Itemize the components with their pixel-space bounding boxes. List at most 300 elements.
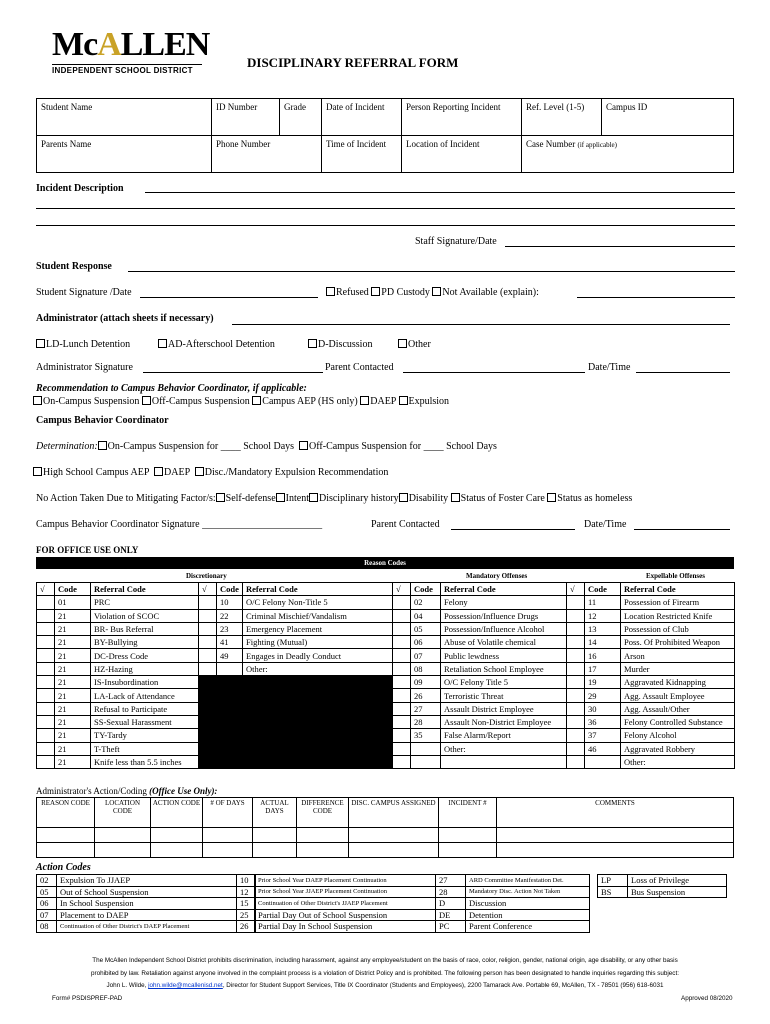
- blocked-cell: [217, 676, 243, 689]
- action-desc: Discussion: [466, 898, 590, 910]
- code-cell: 05: [411, 622, 441, 635]
- det-on-campus-checkbox[interactable]: [98, 441, 107, 450]
- referral-cell: Agg. Assault Employee: [621, 689, 735, 702]
- check-cell[interactable]: [37, 676, 55, 689]
- action-code-row: [37, 898, 256, 910]
- incident-line-3[interactable]: [36, 225, 735, 226]
- code-col-header: Code: [55, 583, 91, 596]
- d-option: D-Discussion: [308, 339, 372, 350]
- code-cell: 02: [411, 596, 441, 609]
- check-cell[interactable]: [567, 636, 585, 649]
- form-number: Form# PSDISPREF-PAD: [52, 995, 123, 1002]
- administrator-line[interactable]: [232, 324, 730, 325]
- admin-signature-line[interactable]: [143, 372, 323, 373]
- staff-signature-label: Staff Signature/Date: [415, 236, 497, 247]
- code-col-header: Code: [217, 583, 243, 596]
- referral-col-header: Referral Code: [91, 583, 199, 596]
- check-cell[interactable]: [37, 702, 55, 715]
- check-cell[interactable]: [567, 596, 585, 609]
- check-cell[interactable]: [393, 702, 411, 715]
- referral-cell: Possession of Firearm: [621, 596, 735, 609]
- code-cell: 21: [55, 636, 91, 649]
- expellable-title: Expellable Offenses: [646, 572, 705, 580]
- code-cell: 28: [411, 715, 441, 728]
- check-cell[interactable]: [37, 596, 55, 609]
- action-code-row: [237, 909, 436, 921]
- action-code-row: [436, 875, 590, 887]
- action-code-row: [598, 886, 727, 898]
- referral-cell: Engages in Deadly Conduct: [243, 649, 393, 662]
- referral-col-header: Referral Code: [621, 583, 735, 596]
- ref-level-field[interactable]: Ref. Level (1-5): [522, 99, 602, 136]
- check-cell[interactable]: [393, 689, 411, 702]
- logo-subtitle: INDEPENDENT SCHOOL DISTRICT: [52, 64, 202, 75]
- action-code-row: [436, 886, 590, 898]
- admin-action-label: Administrator's Action/Coding (Office Use Only):: [36, 786, 218, 796]
- action-desc: Partial Day Out of School Suspension: [255, 909, 436, 921]
- cbc-date-time-label: Date/Time: [584, 519, 627, 530]
- footer-notice-3: John L. Wilde, john.wilde@mcallenisd.net, Director for Student Support Services, Title IX Coordinator (Students and Employees), 2200 Tamarack Ave. Portable 69, McAllen, TX - 78501 (956) 618-6031: [106, 982, 664, 989]
- code-cell: 21: [55, 715, 91, 728]
- action-code: 12: [237, 886, 255, 898]
- action-code: DE: [436, 909, 466, 921]
- phone-number-field[interactable]: Phone Number: [212, 136, 322, 173]
- referral-cell: Arson: [621, 649, 735, 662]
- reason-code-row: [37, 729, 735, 742]
- code-cell: 46: [585, 742, 621, 755]
- intent-checkbox[interactable]: [276, 493, 285, 502]
- referral-col-header: Referral Code: [243, 583, 393, 596]
- check-cell[interactable]: [393, 729, 411, 742]
- admin-signature-label: Administrator Signature: [36, 362, 133, 373]
- action-code: 07: [37, 909, 57, 921]
- foster-care-checkbox[interactable]: [451, 493, 460, 502]
- action-desc: Out of School Suspension: [57, 886, 256, 898]
- check-cell[interactable]: [567, 689, 585, 702]
- check-cell[interactable]: [199, 636, 217, 649]
- action-code-row: [37, 875, 256, 887]
- coordinator-email-link[interactable]: john.wilde@mcallenisd.net: [148, 982, 223, 989]
- check-cell[interactable]: [567, 622, 585, 635]
- time-of-incident-field[interactable]: Time of Incident: [322, 136, 402, 173]
- actual-days-col: ACTUAL DAYS: [253, 798, 297, 828]
- refused-checkbox[interactable]: [326, 287, 335, 296]
- action-code: 02: [37, 875, 57, 887]
- code-cell: 37: [585, 729, 621, 742]
- check-cell[interactable]: [37, 715, 55, 728]
- referral-cell: Aggravated Robbery: [621, 742, 735, 755]
- action-code-row: [237, 886, 436, 898]
- check-cell[interactable]: [393, 755, 411, 768]
- blocked-cell: [199, 742, 217, 755]
- case-number-field[interactable]: Case Number (if applicable): [522, 136, 734, 173]
- referral-cell: Public lewdness: [441, 649, 567, 662]
- referral-cell: IS-Insubordination: [91, 676, 199, 689]
- check-cell[interactable]: [393, 662, 411, 675]
- date-time-label: Date/Time: [588, 362, 631, 373]
- code-cell: 04: [411, 609, 441, 622]
- comments-col: COMMENTS: [497, 798, 734, 828]
- id-number-field[interactable]: ID Number: [212, 99, 280, 136]
- referral-cell: LA-Lack of Attendance: [91, 689, 199, 702]
- code-cell: [585, 755, 621, 768]
- check-col-header[interactable]: √: [567, 583, 585, 596]
- referral-cell: O/C Felony Title 5: [441, 676, 567, 689]
- action-desc: Partial Day In School Suspension: [255, 921, 436, 933]
- code-cell: 11: [585, 596, 621, 609]
- campus-id-field[interactable]: Campus ID: [602, 99, 734, 136]
- cbc-parent-contacted-line[interactable]: [451, 529, 575, 530]
- recommendation-options: On-Campus Suspension Off-Campus Suspension Campus AEP (HS only) DAEP Expulsion: [33, 396, 449, 407]
- parents-name-field[interactable]: Parents Name: [37, 136, 212, 173]
- check-cell[interactable]: [393, 742, 411, 755]
- referral-cell: Possession/Influence Drugs: [441, 609, 567, 622]
- not-available-checkbox[interactable]: [432, 287, 441, 296]
- referral-cell: Retaliation School Employee: [441, 662, 567, 675]
- action-entry-row[interactable]: [37, 828, 734, 843]
- student-signature-label: Student Signature /Date: [36, 287, 132, 298]
- referral-cell: DC-Dress Code: [91, 649, 199, 662]
- check-cell[interactable]: [393, 676, 411, 689]
- check-col-header[interactable]: √: [393, 583, 411, 596]
- reason-code-row: [37, 662, 735, 675]
- blocked-cell: [199, 729, 217, 742]
- action-desc: Prior School Year JJAEP Placement Continuation: [255, 886, 436, 898]
- referral-cell: Other:: [621, 755, 735, 768]
- blocked-cell: [199, 755, 217, 768]
- check-cell[interactable]: [393, 609, 411, 622]
- reason-code-col: REASON CODE: [37, 798, 95, 828]
- determination-row: Determination: On-Campus Suspension for ____ School Days Off-Campus Suspension for ____ School Days: [36, 441, 497, 452]
- check-cell[interactable]: [393, 596, 411, 609]
- check-cell[interactable]: [199, 622, 217, 635]
- code-cell: 17: [585, 662, 621, 675]
- referral-cell: Other:: [441, 742, 567, 755]
- incident-line-2[interactable]: [36, 208, 735, 209]
- code-cell: 30: [585, 702, 621, 715]
- mitigating-row: No Action Taken Due to Mitigating Factor/s: Self-defense Intent Disciplinary history Disability Status of Foster Care Status as homeless: [36, 493, 633, 504]
- action-code-col: ACTION CODE: [151, 798, 203, 828]
- action-code: 26: [237, 921, 255, 933]
- cbc-signature-label: Campus Behavior Coordinator Signature ________________________: [36, 519, 323, 530]
- referral-cell: Poss. Of Prohibited Weapon: [621, 636, 735, 649]
- referral-cell: Murder: [621, 662, 735, 675]
- action-code-row: [237, 898, 436, 910]
- referral-cell: BR- Bus Referral: [91, 622, 199, 635]
- check-cell[interactable]: [199, 649, 217, 662]
- code-cell: 21: [55, 755, 91, 768]
- referral-cell: Location Restricted Knife: [621, 609, 735, 622]
- action-code-row: [436, 909, 590, 921]
- reason-codes-banner: Reason Codes: [36, 557, 734, 569]
- referral-cell: Possession of Club: [621, 622, 735, 635]
- referral-cell: Other:: [243, 662, 393, 675]
- approved-date: Approved 08/2020: [681, 995, 733, 1002]
- reason-code-row: [37, 689, 735, 702]
- action-code-row: [436, 898, 590, 910]
- action-code: 05: [37, 886, 57, 898]
- referral-cell: SS-Sexual Harassment: [91, 715, 199, 728]
- not-available-explain-line[interactable]: [577, 297, 735, 298]
- person-reporting-field[interactable]: Person Reporting Incident: [402, 99, 522, 136]
- referral-cell: TY-Tardy: [91, 729, 199, 742]
- incident-line-1[interactable]: [145, 192, 735, 193]
- difference-code-col: DIFFERENCE CODE: [297, 798, 349, 828]
- blocked-cell: [217, 755, 243, 768]
- action-code: PC: [436, 921, 466, 933]
- office-use-label: FOR OFFICE USE ONLY: [36, 545, 139, 555]
- administrator-label: Administrator (attach sheets if necessary): [36, 313, 214, 324]
- reason-code-row: [37, 622, 735, 635]
- student-name-field[interactable]: Student Name: [37, 99, 212, 136]
- referral-cell: BY-Bullying: [91, 636, 199, 649]
- action-code-row: [37, 921, 256, 933]
- blocked-cell: [217, 715, 243, 728]
- referral-cell: T-Theft: [91, 742, 199, 755]
- code-cell: 16: [585, 649, 621, 662]
- check-cell[interactable]: [567, 676, 585, 689]
- code-cell: 10: [217, 596, 243, 609]
- code-col-header: Code: [585, 583, 621, 596]
- determination-row-2: High School Campus AEP DAEP Disc./Mandatory Expulsion Recommendation: [33, 467, 388, 478]
- blocked-cell: [243, 729, 393, 742]
- blocked-cell: [243, 702, 393, 715]
- ld-option: LD-Lunch Detention: [36, 339, 130, 350]
- check-cell[interactable]: [37, 689, 55, 702]
- recommendation-label: Recommendation to Campus Behavior Coordinator, if applicable:: [36, 383, 307, 394]
- referral-cell: HZ-Hazing: [91, 662, 199, 675]
- disc-campus-col: DISC. CAMPUS ASSIGNED: [349, 798, 439, 828]
- check-cell[interactable]: [37, 729, 55, 742]
- code-cell: 21: [55, 662, 91, 675]
- code-cell: 21: [55, 689, 91, 702]
- blocked-cell: [217, 742, 243, 755]
- referral-cell: Violation of SCOC: [91, 609, 199, 622]
- footer-notice-1: The McAllen Independent School District prohibits discrimination, including harassment, against any employee/student on the basis of race, color, religion, gender, national origin, age disability, or any other basis: [92, 957, 678, 964]
- action-code: 25: [237, 909, 255, 921]
- self-defense-checkbox[interactable]: [216, 493, 225, 502]
- blocked-cell: [199, 676, 217, 689]
- action-desc: Continuation of Other District's JJAEP Placement: [255, 898, 436, 910]
- action-desc: Placement to DAEP: [57, 909, 256, 921]
- location-of-incident-field[interactable]: Location of Incident: [402, 136, 522, 173]
- action-code-row: [237, 921, 436, 933]
- date-of-incident-field[interactable]: Date of Incident: [322, 99, 402, 136]
- action-codes-title: Action Codes: [36, 862, 91, 873]
- referral-cell: Possession/Influence Alcohol: [441, 622, 567, 635]
- grade-field[interactable]: Grade: [280, 99, 322, 136]
- action-desc: Mandatory Disc. Action Not Taken: [466, 886, 590, 898]
- code-cell: 21: [55, 702, 91, 715]
- det-off-campus-checkbox[interactable]: [299, 441, 308, 450]
- referral-col-header: Referral Code: [441, 583, 567, 596]
- action-code-row: [436, 921, 590, 933]
- reason-code-row: [37, 636, 735, 649]
- referral-cell: Assault Non-District Employee: [441, 715, 567, 728]
- num-days-col: # OF DAYS: [203, 798, 253, 828]
- cbc-label: Campus Behavior Coordinator: [36, 415, 169, 426]
- action-desc: Bus Suspension: [628, 886, 727, 898]
- rec-off-campus-checkbox[interactable]: [142, 396, 151, 405]
- code-cell: [217, 662, 243, 675]
- code-cell: [411, 755, 441, 768]
- student-info-table: [36, 98, 734, 173]
- check-col-header[interactable]: √: [37, 583, 55, 596]
- disability-checkbox[interactable]: [399, 493, 408, 502]
- parent-contacted-label: Parent Contacted: [325, 362, 394, 373]
- student-response-line[interactable]: [128, 271, 735, 272]
- mandatory-title: Mandatory Offenses: [466, 572, 528, 580]
- code-cell: 23: [217, 622, 243, 635]
- referral-cell: Felony Controlled Substance: [621, 715, 735, 728]
- action-desc: Detention: [466, 909, 590, 921]
- code-cell: 27: [411, 702, 441, 715]
- reason-code-row: [37, 609, 735, 622]
- blocked-cell: [199, 702, 217, 715]
- student-signature-line[interactable]: [140, 297, 318, 298]
- check-cell[interactable]: [393, 715, 411, 728]
- district-logo: [52, 26, 210, 75]
- check-col-header[interactable]: √: [199, 583, 217, 596]
- check-cell[interactable]: [37, 742, 55, 755]
- referral-cell: PRC: [91, 596, 199, 609]
- check-cell[interactable]: [567, 702, 585, 715]
- reason-codes-header-row: [37, 583, 735, 596]
- disc-expulsion-checkbox[interactable]: [195, 467, 204, 476]
- reason-code-row: [37, 702, 735, 715]
- code-cell: 29: [585, 689, 621, 702]
- code-cell: 35: [411, 729, 441, 742]
- blocked-cell: [243, 742, 393, 755]
- referral-cell: Criminal Mischief/Vandalism: [243, 609, 393, 622]
- check-cell[interactable]: [37, 649, 55, 662]
- incident-num-col: INCIDENT #: [439, 798, 497, 828]
- disciplinary-history-checkbox[interactable]: [309, 493, 318, 502]
- check-cell[interactable]: [37, 609, 55, 622]
- referral-cell: False Alarm/Report: [441, 729, 567, 742]
- referral-cell: Agg. Assault/Other: [621, 702, 735, 715]
- logo-wordmark: McALLEN: [52, 26, 210, 63]
- homeless-checkbox[interactable]: [547, 493, 556, 502]
- pd-custody-checkbox[interactable]: [371, 287, 380, 296]
- action-desc: Expulsion To JJAEP: [57, 875, 256, 887]
- action-desc: Continuation of Other District's DAEP Placement: [57, 921, 256, 933]
- check-cell[interactable]: [393, 622, 411, 635]
- check-cell[interactable]: [567, 662, 585, 675]
- check-cell[interactable]: [37, 662, 55, 675]
- action-coding-table: [36, 797, 734, 858]
- reason-group-titles: [36, 570, 734, 582]
- reason-code-row: [37, 755, 735, 768]
- code-cell: 49: [217, 649, 243, 662]
- referral-cell: Aggravated Kidnapping: [621, 676, 735, 689]
- student-response-options: Refused PD Custody Not Available (explain):: [326, 287, 539, 298]
- rec-campus-aep-checkbox[interactable]: [252, 396, 261, 405]
- referral-cell: Refusal to Participate: [91, 702, 199, 715]
- check-cell[interactable]: [37, 622, 55, 635]
- check-cell[interactable]: [567, 742, 585, 755]
- referral-cell: Felony Alcohol: [621, 729, 735, 742]
- code-cell: 07: [411, 649, 441, 662]
- code-cell: 21: [55, 609, 91, 622]
- referral-cell: O/C Felony Non-Title 5: [243, 596, 393, 609]
- action-entry-row[interactable]: [37, 843, 734, 858]
- check-cell[interactable]: [567, 649, 585, 662]
- reason-code-row: [37, 715, 735, 728]
- other-checkbox[interactable]: [398, 339, 407, 348]
- check-cell[interactable]: [199, 662, 217, 675]
- incident-description-label: Incident Description: [36, 183, 124, 194]
- d-checkbox[interactable]: [308, 339, 317, 348]
- action-code-row: [37, 909, 256, 921]
- referral-cell: [441, 755, 567, 768]
- code-cell: 08: [411, 662, 441, 675]
- code-cell: 26: [411, 689, 441, 702]
- action-desc: In School Suspension: [57, 898, 256, 910]
- blocked-cell: [217, 702, 243, 715]
- discretionary-title: Discretionary: [186, 572, 227, 580]
- referral-cell: Knife less than 5.5 inches: [91, 755, 199, 768]
- cbc-date-time-line[interactable]: [634, 529, 730, 530]
- code-cell: 21: [55, 729, 91, 742]
- action-codes-table-1: [36, 874, 256, 933]
- blocked-cell: [199, 715, 217, 728]
- reason-code-row: [37, 649, 735, 662]
- check-cell[interactable]: [567, 729, 585, 742]
- det-daep-checkbox[interactable]: [154, 467, 163, 476]
- referral-cell: Felony: [441, 596, 567, 609]
- action-code: BS: [598, 886, 628, 898]
- blocked-cell: [217, 729, 243, 742]
- check-cell[interactable]: [37, 636, 55, 649]
- hs-campus-aep-checkbox[interactable]: [33, 467, 42, 476]
- rec-on-campus-checkbox[interactable]: [33, 396, 42, 405]
- code-cell: 12: [585, 609, 621, 622]
- action-desc: ARD Committee Manifestation Det.: [466, 875, 590, 887]
- check-cell[interactable]: [37, 755, 55, 768]
- check-cell[interactable]: [199, 596, 217, 609]
- rec-daep-checkbox[interactable]: [360, 396, 369, 405]
- student-response-label: Student Response: [36, 261, 112, 272]
- check-cell[interactable]: [567, 755, 585, 768]
- action-codes-table-4: [597, 874, 727, 898]
- ad-checkbox[interactable]: [158, 339, 167, 348]
- reason-code-row: [37, 742, 735, 755]
- parent-contacted-line[interactable]: [403, 372, 585, 373]
- check-cell[interactable]: [199, 609, 217, 622]
- action-desc: Parent Conference: [466, 921, 590, 933]
- code-cell: 19: [585, 676, 621, 689]
- code-cell: 14: [585, 636, 621, 649]
- action-codes-table-2: [236, 874, 436, 933]
- check-cell[interactable]: [393, 649, 411, 662]
- blocked-cell: [217, 689, 243, 702]
- reason-code-row: [37, 596, 735, 609]
- action-code: D: [436, 898, 466, 910]
- code-cell: 01: [55, 596, 91, 609]
- action-code: 28: [436, 886, 466, 898]
- date-time-line[interactable]: [636, 372, 730, 373]
- blocked-cell: [243, 715, 393, 728]
- rec-expulsion-checkbox[interactable]: [399, 396, 408, 405]
- check-cell[interactable]: [567, 715, 585, 728]
- check-cell[interactable]: [393, 636, 411, 649]
- code-cell: 21: [55, 742, 91, 755]
- action-code: 08: [37, 921, 57, 933]
- staff-signature-line[interactable]: [505, 246, 735, 247]
- check-cell[interactable]: [567, 609, 585, 622]
- ld-checkbox[interactable]: [36, 339, 45, 348]
